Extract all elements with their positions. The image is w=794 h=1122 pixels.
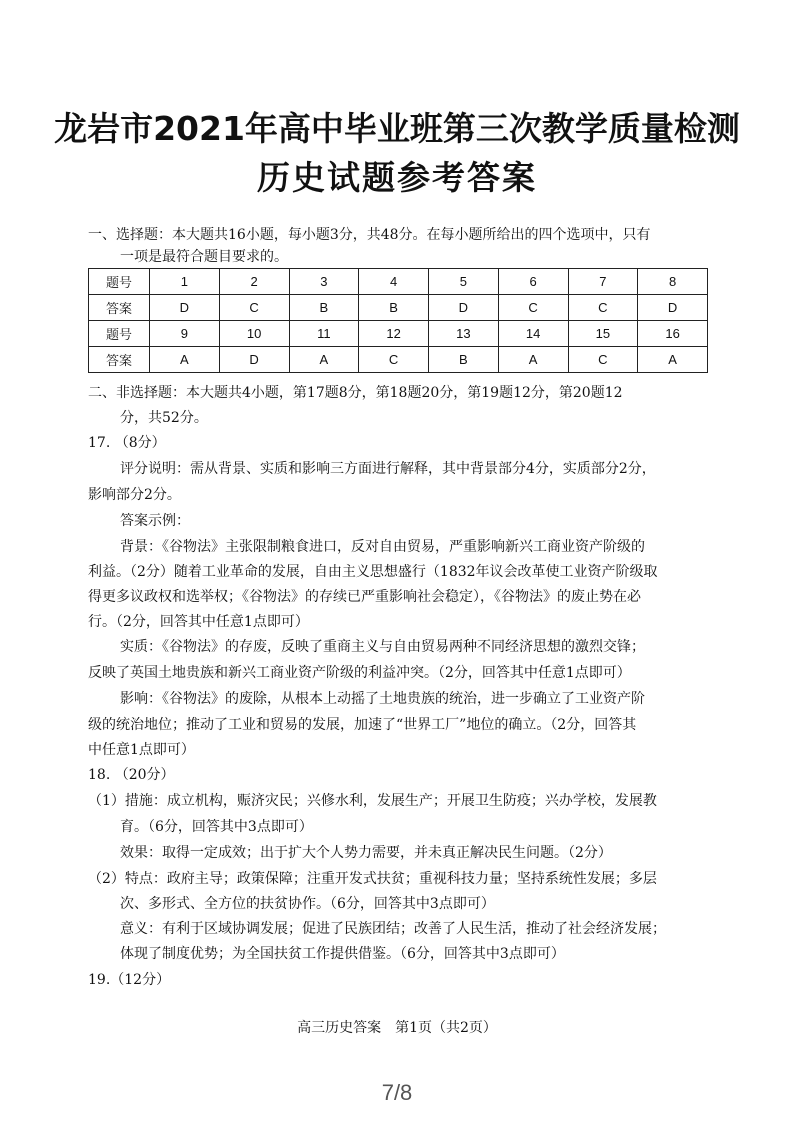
section1-instruction-cont: 一项是最符合题目要求的。 (120, 249, 288, 265)
table-cell: D (429, 295, 499, 321)
q18-text: 育。（6分，回答其中3点即可） (120, 819, 313, 835)
q17-text: 影响部分2分。 (88, 487, 181, 503)
q18-heading: 18. （20分） (88, 767, 175, 783)
table-cell: D (219, 347, 289, 373)
row-header: 题号 (89, 321, 150, 347)
table-cell: 8 (638, 269, 708, 295)
q17-text: 中任意1点即可） (88, 742, 195, 758)
table-cell: 1 (150, 269, 220, 295)
page-subtitle: 历史试题参考答案 (257, 158, 537, 197)
table-cell: 9 (150, 321, 220, 347)
table-cell: A (638, 347, 708, 373)
table-cell: 10 (219, 321, 289, 347)
table-cell: 4 (359, 269, 429, 295)
q18-text: 次、多形式、全方位的扶贫协作。（6分，回答其中3点即可） (120, 896, 495, 912)
table-cell: A (498, 347, 568, 373)
q18-text: 体现了制度优势；为全国扶贫工作提供借鉴。（6分，回答其中3点即可） (120, 946, 565, 962)
q18-text: （2）特点：政府主导；政策保障；注重开发式扶贫；重视科技力量；坚持系统性发展；多层 (88, 871, 657, 887)
table-row (89, 269, 708, 295)
table-cell: 12 (359, 321, 429, 347)
table-cell: C (359, 347, 429, 373)
q17-text: 影响：《谷物法》的废除，从根本上动摇了土地贵族的统治，进一步确立了工业资产阶 (120, 691, 645, 707)
table-cell: 14 (498, 321, 568, 347)
q17-text: 答案示例： (120, 513, 190, 529)
table-cell: B (289, 295, 359, 321)
table-cell: 13 (429, 321, 499, 347)
table-cell: A (289, 347, 359, 373)
page-footer: 高三历史答案 第1页（共2页） (297, 1020, 497, 1036)
q17-text: 得更多议政权和选举权；《谷物法》的存续已严重影响社会稳定），《谷物法》的废止势在必 (88, 589, 641, 605)
table-cell: C (219, 295, 289, 321)
table-cell: B (429, 347, 499, 373)
table-cell: 6 (498, 269, 568, 295)
q18-text: （1）措施：成立机构，赈济灾民；兴修水利，发展生产；开展卫生防疫；兴办学校，发展教 (88, 793, 657, 809)
row-header: 答案 (89, 347, 150, 373)
table-cell: 2 (219, 269, 289, 295)
q17-text: 背景：《谷物法》主张限制粮食进口，反对自由贸易，严重影响新兴工商业资产阶级的 (120, 539, 645, 555)
table-cell: C (498, 295, 568, 321)
table-row (89, 321, 708, 347)
table-row (89, 347, 708, 373)
table-cell: 7 (568, 269, 638, 295)
table-cell: D (150, 295, 220, 321)
q17-text: 评分说明：需从背景、实质和影响三方面进行解释，其中背景部分4分，实质部分2分， (120, 461, 656, 477)
q18-text: 效果：取得一定成效；出于扩大个人势力需要，并未真正解决民生问题。（2分） (120, 845, 612, 861)
q17-text: 利益。（2分）随着工业革命的发展，自由主义思想盛行（1832年议会改革使工业资产阶级取 (88, 564, 658, 580)
q19-heading: 19.（12分） (88, 972, 171, 988)
table-row (89, 295, 708, 321)
table-cell: A (150, 347, 220, 373)
q17-text: 反映了英国土地贵族和新兴工商业资产阶级的利益冲突。（2分，回答其中任意1点即可） (88, 665, 631, 681)
row-header: 答案 (89, 295, 150, 321)
q17-text: 级的统治地位；推动了工业和贸易的发展，加速了“世界工厂”地位的确立。（2分，回答其 (88, 717, 637, 733)
table-cell: D (638, 295, 708, 321)
section2-instruction-cont: 分，共52分。 (120, 410, 208, 426)
section2-instruction: 二、非选择题：本大题共4小题，第17题8分，第18题20分，第19题12分，第20题12 (88, 385, 623, 401)
page-indicator: 7/8 (381, 1080, 413, 1105)
q17-text: 行。（2分，回答其中任意1点即可） (88, 614, 309, 630)
table-cell: 5 (429, 269, 499, 295)
table-cell: C (568, 347, 638, 373)
q17-text: 实质：《谷物法》的存废，反映了重商主义与自由贸易两种不同经济思想的激烈交锋； (120, 639, 645, 655)
table-cell: C (568, 295, 638, 321)
q18-text: 意义：有利于区域协调发展；促进了民族团结；改善了人民生活，推动了社会经济发展； (120, 921, 666, 937)
q17-heading: 17. （8分） (88, 435, 166, 451)
table-cell: 11 (289, 321, 359, 347)
row-header: 题号 (89, 269, 150, 295)
answer-table (88, 268, 708, 373)
table-cell: 3 (289, 269, 359, 295)
table-cell: 16 (638, 321, 708, 347)
table-cell: B (359, 295, 429, 321)
section1-instruction: 一、选择题：本大题共16小题，每小题3分，共48分。在每小题所给出的四个选项中，只有 (88, 227, 651, 243)
page-title: 龙岩市2021年高中毕业班第三次教学质量检测 (54, 109, 740, 148)
table-cell: 15 (568, 321, 638, 347)
